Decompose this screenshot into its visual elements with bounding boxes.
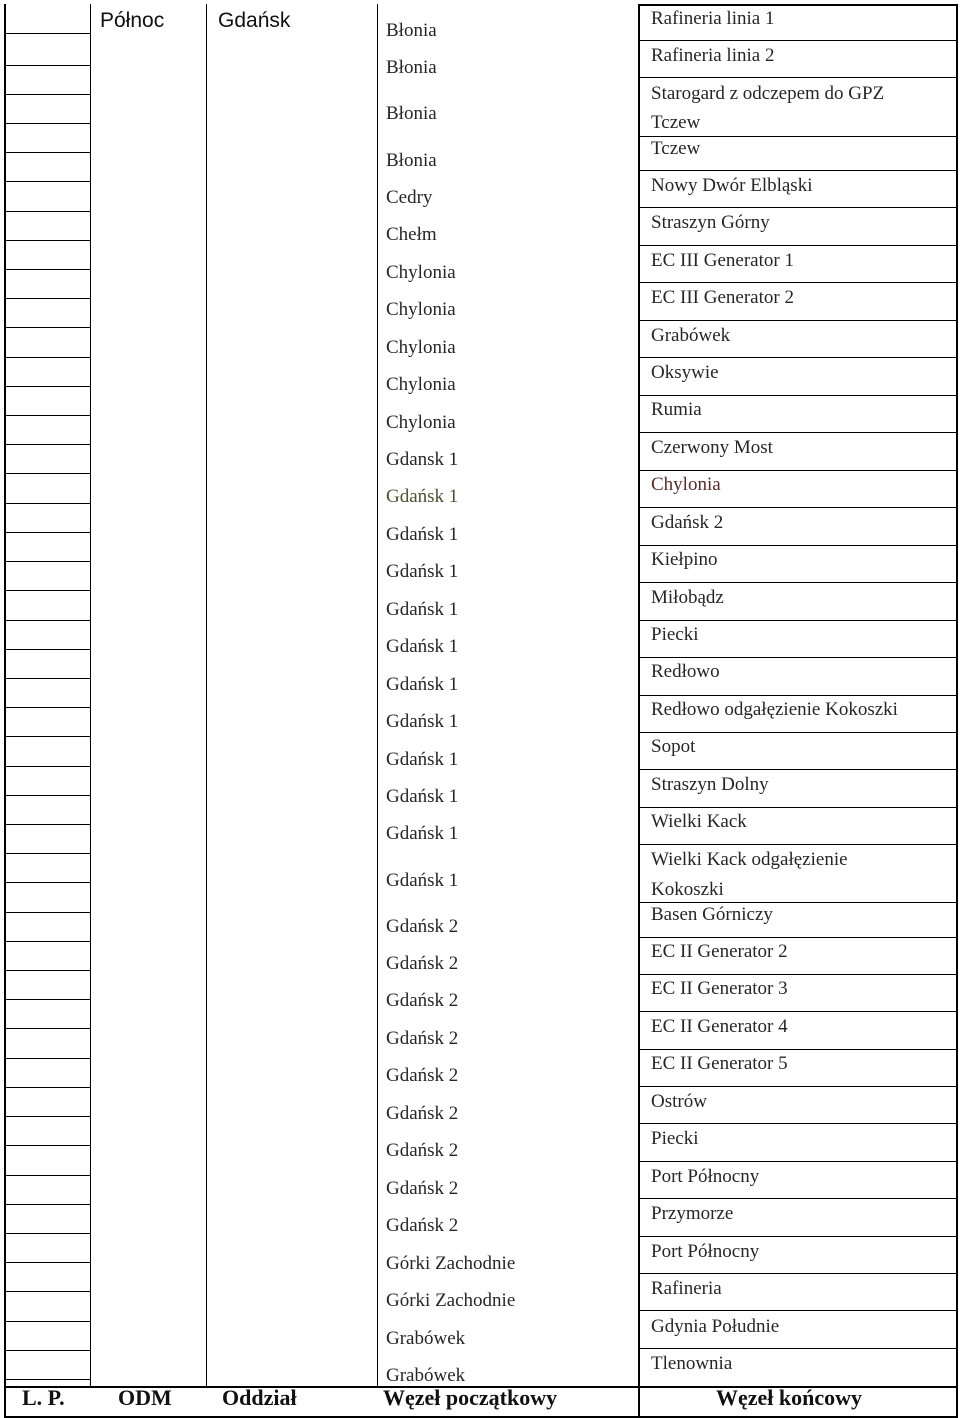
grid-line xyxy=(4,473,90,474)
grid-line xyxy=(638,1273,958,1274)
end-node-cell: EC II Generator 5 xyxy=(651,1053,788,1074)
start-node-cell: Gdańsk 1 xyxy=(386,749,459,770)
start-node-cell: Błonia xyxy=(386,20,437,41)
start-node-cell: Grabówek xyxy=(386,1365,466,1386)
header-end-node: Węzeł końcowy xyxy=(716,1385,863,1410)
grid-line xyxy=(638,395,958,396)
start-node-cell: Gdańsk 2 xyxy=(386,990,459,1011)
grid-line xyxy=(4,1145,90,1146)
grid-line xyxy=(638,170,958,171)
grid-line xyxy=(638,769,958,770)
grid-line xyxy=(638,1348,958,1349)
grid-line xyxy=(4,795,90,796)
end-node-cell: EC III Generator 1 xyxy=(651,250,794,271)
grid-line xyxy=(4,853,90,854)
grid-line xyxy=(638,695,958,696)
end-node-cell: Oksywie xyxy=(651,362,719,383)
grid-line xyxy=(4,970,90,971)
grid-line xyxy=(638,1198,958,1199)
grid-line xyxy=(956,4,958,1418)
grid-line xyxy=(4,1262,90,1263)
header-start-node: Węzeł początkowy xyxy=(383,1385,558,1410)
end-node-cell: Ostrów xyxy=(651,1091,707,1112)
grid-line xyxy=(4,503,90,504)
grid-line xyxy=(638,1310,958,1311)
end-node-cell: Wielki Kack odgałęzienie xyxy=(651,849,848,870)
grid-line xyxy=(4,444,90,445)
end-node-cell: Port Północny xyxy=(651,1166,760,1187)
end-node-cell: Redłowo xyxy=(651,661,720,682)
grid-line xyxy=(638,937,958,938)
start-node-cell: Gdańsk 1 xyxy=(386,524,459,545)
start-node-cell: Chylonia xyxy=(386,299,456,320)
start-node-cell: Gdańsk 1 xyxy=(386,599,459,620)
start-node-cell: Gdańsk 2 xyxy=(386,1103,459,1124)
grid-line xyxy=(638,136,958,137)
end-node-cell: EC II Generator 4 xyxy=(651,1016,788,1037)
end-node-cell: Miłobądz xyxy=(651,587,724,608)
grid-line xyxy=(638,1086,958,1087)
start-node-cell: Gdańsk 2 xyxy=(386,1140,459,1161)
grid-line xyxy=(4,1379,90,1380)
grid-line xyxy=(4,590,90,591)
start-node-cell: Gdańsk 1 xyxy=(386,711,459,732)
oddzial-value: Gdańsk xyxy=(218,9,291,32)
end-node-cell: Redłowo odgałęzienie Kokoszki xyxy=(651,699,898,720)
start-node-cell: Cedry xyxy=(386,187,433,208)
grid-line xyxy=(4,707,90,708)
grid-line xyxy=(638,207,958,208)
end-node-cell: Tlenownia xyxy=(651,1353,733,1374)
grid-line xyxy=(638,1236,958,1237)
grid-line xyxy=(4,181,90,182)
grid-line xyxy=(4,1291,90,1292)
start-node-cell: Chylonia xyxy=(386,374,456,395)
start-node-cell: Gdańsk 2 xyxy=(386,1065,459,1086)
end-node-cell: Piecki xyxy=(651,624,699,645)
grid-line xyxy=(638,620,958,621)
end-node-cell: Tczew xyxy=(651,138,701,159)
grid-line xyxy=(4,532,90,533)
end-node-cell: Kiełpino xyxy=(651,549,718,570)
end-node-cell: Basen Górniczy xyxy=(651,904,773,925)
grid-line xyxy=(638,1161,958,1162)
start-node-cell: Gdańsk 2 xyxy=(386,1178,459,1199)
start-node-cell: Gdańsk 1 xyxy=(386,674,459,695)
grid-line xyxy=(638,807,958,808)
end-node-cell: EC II Generator 2 xyxy=(651,941,788,962)
end-node-cell: Kokoszki xyxy=(651,879,724,900)
start-node-cell: Gdańsk 1 xyxy=(386,786,459,807)
grid-line xyxy=(4,620,90,621)
grid-line xyxy=(4,1204,90,1205)
grid-line xyxy=(4,211,90,212)
grid-line xyxy=(638,657,958,658)
grid-line xyxy=(638,844,958,845)
start-node-cell: Gdańsk 2 xyxy=(386,916,459,937)
grid-line xyxy=(638,545,958,546)
grid-line xyxy=(4,123,90,124)
end-node-cell: Piecki xyxy=(651,1128,699,1149)
start-node-cell: Gdańsk 1 xyxy=(386,561,459,582)
grid-line xyxy=(4,678,90,679)
grid-line xyxy=(4,1058,90,1059)
end-node-cell: Chylonia xyxy=(651,474,721,495)
grid-line xyxy=(638,902,958,903)
end-node-cell: Przymorze xyxy=(651,1203,734,1224)
grid-line xyxy=(4,941,90,942)
start-node-cell: Gdańsk 1 xyxy=(386,870,459,891)
end-node-cell: Czerwony Most xyxy=(651,437,773,458)
grid-line xyxy=(4,4,6,1418)
grid-line xyxy=(4,94,90,95)
grid-line xyxy=(4,1350,90,1351)
grid-line xyxy=(90,4,91,1386)
grid-line xyxy=(638,1049,958,1050)
grid-line xyxy=(206,4,207,1386)
grid-line xyxy=(4,649,90,650)
start-node-cell: Błonia xyxy=(386,103,437,124)
end-node-cell: Rafineria linia 1 xyxy=(651,8,775,29)
header-odm: ODM xyxy=(118,1385,172,1410)
grid-line xyxy=(4,386,90,387)
grid-line xyxy=(638,432,958,433)
grid-line xyxy=(638,470,958,471)
end-node-cell: EC II Generator 3 xyxy=(651,978,788,999)
grid-line xyxy=(4,415,90,416)
grid-line xyxy=(638,507,958,508)
grid-line xyxy=(4,269,90,270)
grid-line xyxy=(638,974,958,975)
grid-line xyxy=(4,298,90,299)
end-node-cell: Starogard z odczepem do GPZ xyxy=(651,83,885,104)
end-node-cell: Grabówek xyxy=(651,325,731,346)
end-node-cell: Tczew xyxy=(651,112,701,133)
grid-line xyxy=(4,33,90,34)
start-node-cell: Gdańsk 2 xyxy=(386,1215,459,1236)
start-node-cell: Gdańsk 1 xyxy=(386,636,459,657)
end-node-cell: Rafineria linia 2 xyxy=(651,45,775,66)
start-node-cell: Chełm xyxy=(386,224,437,245)
end-node-cell: Gdynia Południe xyxy=(651,1316,780,1337)
grid-line xyxy=(4,999,90,1000)
start-node-cell: Górki Zachodnie xyxy=(386,1253,516,1274)
grid-line xyxy=(638,732,958,733)
start-node-cell: Chylonia xyxy=(386,337,456,358)
grid-line xyxy=(4,1028,90,1029)
grid-line xyxy=(638,4,958,6)
header-lp: L. P. xyxy=(22,1385,65,1410)
start-node-cell: Gdańsk 2 xyxy=(386,953,459,974)
grid-line xyxy=(4,1116,90,1117)
grid-line xyxy=(4,1175,90,1176)
end-node-cell: Gdańsk 2 xyxy=(651,512,724,533)
header-oddzial: Oddział xyxy=(222,1385,297,1410)
start-node-cell: Gdansk 1 xyxy=(386,449,459,470)
grid-line xyxy=(4,736,90,737)
grid-line xyxy=(4,824,90,825)
start-node-cell: Gdańsk 2 xyxy=(386,1028,459,1049)
grid-line xyxy=(4,327,90,328)
grid-line xyxy=(4,240,90,241)
grid-line xyxy=(4,882,90,883)
grid-line xyxy=(4,65,90,66)
grid-line xyxy=(638,582,958,583)
start-node-cell: Błonia xyxy=(386,150,437,171)
grid-line xyxy=(377,4,378,1386)
grid-line xyxy=(638,4,640,1418)
start-node-cell: Chylonia xyxy=(386,412,456,433)
grid-line xyxy=(638,1011,958,1012)
grid-line xyxy=(638,40,958,41)
grid-line xyxy=(4,357,90,358)
grid-line xyxy=(638,245,958,246)
grid-line xyxy=(4,152,90,153)
end-node-cell: Straszyn Dolny xyxy=(651,774,769,795)
grid-line xyxy=(4,912,90,913)
end-node-cell: Rumia xyxy=(651,399,702,420)
grid-line xyxy=(4,561,90,562)
grid-line xyxy=(638,320,958,321)
end-node-cell: Wielki Kack xyxy=(651,811,747,832)
grid-line xyxy=(638,282,958,283)
odm-value: Północ xyxy=(100,9,165,32)
grid-line xyxy=(4,1233,90,1234)
grid-line xyxy=(4,1321,90,1322)
start-node-cell: Górki Zachodnie xyxy=(386,1290,516,1311)
start-node-cell: Błonia xyxy=(386,57,437,78)
end-node-cell: Sopot xyxy=(651,736,696,757)
grid-line xyxy=(4,766,90,767)
start-node-cell: Gdańsk 1 xyxy=(386,486,459,507)
start-node-cell: Grabówek xyxy=(386,1328,466,1349)
end-node-cell: Rafineria xyxy=(651,1278,722,1299)
end-node-cell: EC III Generator 2 xyxy=(651,287,794,308)
end-node-cell: Straszyn Górny xyxy=(651,212,770,233)
grid-line xyxy=(638,357,958,358)
end-node-cell: Nowy Dwór Elbląski xyxy=(651,175,813,196)
start-node-cell: Gdańsk 1 xyxy=(386,823,459,844)
grid-line xyxy=(4,1087,90,1088)
grid-line xyxy=(638,77,958,78)
grid-line xyxy=(638,1123,958,1124)
end-node-cell: Port Północny xyxy=(651,1241,760,1262)
start-node-cell: Chylonia xyxy=(386,262,456,283)
